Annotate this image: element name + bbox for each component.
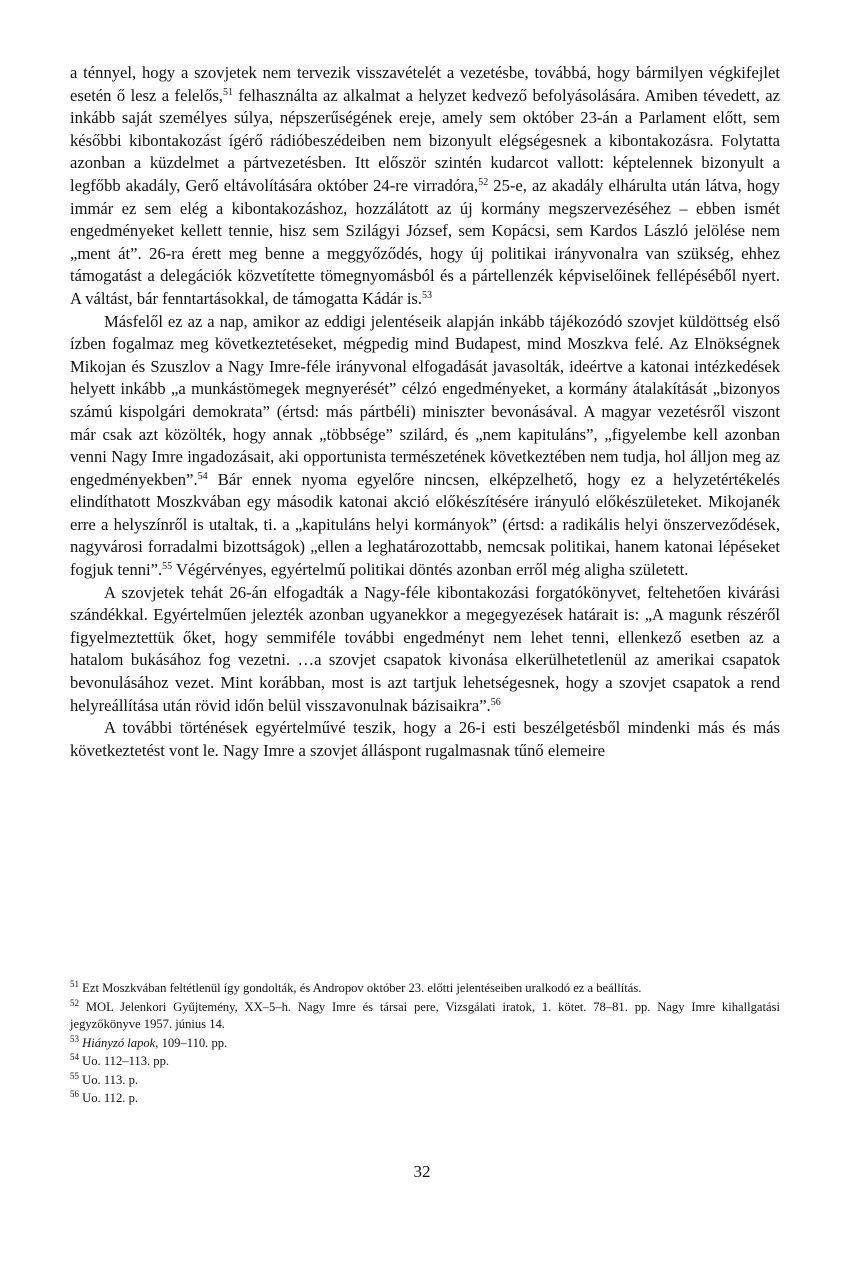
footnote-text: Uo. 112–113. pp. bbox=[82, 1054, 170, 1068]
page-number: 32 bbox=[413, 1162, 431, 1181]
main-text bbox=[70, 62, 780, 762]
footnote-54 bbox=[70, 1053, 780, 1071]
text-run: 25-e, az akadály elhárulta után látva, hogy immár ez sem elég a kibontakozáshoz, hozzálátott az új kormány megszervezéséhez – ebben ismét engedményeket kellett tennie, hisz sem Szilágyi József, sem Kopácsi, sem Kardos László jelölése nem „ment át”. 26-ra érett meg benne a meggyőződés, hogy új politikai irányvonalra van szükség, ehhez támogatást a delegációk közvetítette tömegnyomásból és a pártellenzék képviselőinek fellépéséből nyert. A váltást, bár fenntartásokkal, de támogatta Kádár is. bbox=[70, 175, 781, 308]
paragraph-3 bbox=[70, 582, 780, 718]
footnote-ref-54[interactable]: 54 bbox=[197, 470, 208, 482]
footnote-ref-53[interactable]: 53 bbox=[422, 289, 433, 301]
footnote-number: 51 bbox=[70, 979, 79, 989]
footnote-number: 55 bbox=[70, 1070, 79, 1081]
text-run: felhasználta az alkalmat a helyzet kedvező befolyásolására. Amiben tévedett, az inkább saját személyes súlya, népszerűségének ereje, amely sem október 23-án a Parlament előtt, sem későbbi kibontakozást ígérő rádióbeszédeiben nem bizonyult elégségesnek a kibontakozásra. Folytatta azonban a küzdelmet a pártvezetésben. Itt először szintén kudarcot vallott: képtelennek bizonyult a legfőbb akadály, Gerő eltávolítására október 24-re virradóra, bbox=[70, 85, 780, 195]
footnote-number: 54 bbox=[70, 1052, 79, 1062]
paragraph-1 bbox=[70, 62, 780, 311]
footnote-text: Uo. 113. p. bbox=[82, 1072, 139, 1087]
footnote-number: 53 bbox=[70, 1033, 79, 1044]
footnote-number: 56 bbox=[70, 1089, 79, 1099]
paragraph-2 bbox=[70, 311, 780, 582]
footnote-ref-56[interactable]: 56 bbox=[490, 696, 501, 708]
text-run: A további történések egyértelművé teszik, hogy a 26-i esti beszélgetésből mindenki más és más következtetést vont le. Nagy Imre a szovjet álláspont rugalmasnak tűnő elemeire bbox=[70, 718, 780, 760]
text-run: Másfelől ez az a nap, amikor az eddigi jelentéseik alapján inkább tájékozódó szovjet küldöttség első ízben fogalmaz meg következtetéseket, mégpedig mind Budapest, mind Moszkva felé. Az Elnökségnek Mikojan és Szuszlov a Nagy Imre-féle irányvonal elfogadását javasolták, ideértve a katonai intézkedések helyett inkább „a munkástömegek megnyerését” célzó engedményeket, a kormány átalakítását „bizonyos számú kispolgári demokrata” (értsd: más pártbéli) miniszter bevonásával. A magyar vezetésről viszont már csak azt közölték, hogy annak „többsége” szilárd, és „nem kapituláns”, „figyelembe kell azonban venni Nagy Imre ingadozásait, aki opportunista természetének következtében nem tudja, hol álljon meg az engedményekben”. bbox=[70, 311, 780, 489]
footnote-text: Ezt Moszkvában feltétlenül így gondolták, és Andropov október 23. előtti jelentéseiben uralkodó ez a beállítás. bbox=[82, 981, 642, 995]
text-run: Bár ennek nyoma egyelőre nincsen, elképzelhető, hogy ez a helyzetértékelés elindíthatott Moszkvában egy második katonai akció előkészítésére irányuló előkészületeket. Mikojanék erre a helyszínről is utaltak, ti. a „kapituláns helyi kormányok” (értsd: a radikális helyi önszerveződések, nagyvárosi forradalmi bizottságok) „ellen a leghatározottabb, nemcsak politikai, hanem katonai lépéseket fogjuk tenni”. bbox=[70, 469, 780, 580]
text-run: a ténnyel, hogy a szovjetek nem tervezik visszavételét a vezetésbe, továbbá, hogy bármilyen végkifejlet esetén ő lesz a felelős, bbox=[70, 63, 780, 105]
footnote-53 bbox=[70, 1035, 780, 1053]
footnote-ref-51[interactable]: 51 bbox=[222, 86, 233, 98]
text-run: Végérvényes, egyértelmű politikai döntés azonban erről még aligha született. bbox=[172, 560, 689, 580]
footnote-text: Uo. 112. p. bbox=[82, 1091, 139, 1105]
paragraph-4 bbox=[70, 717, 780, 762]
footnote-56 bbox=[70, 1090, 780, 1108]
footnote-ref-55[interactable]: 55 bbox=[162, 561, 173, 573]
footnote-number: 52 bbox=[70, 997, 79, 1008]
footnote-55 bbox=[70, 1072, 780, 1090]
footnote-text: , 109–110. pp. bbox=[155, 1035, 228, 1050]
footnote-text: MOL Jelenkori Gyűjtemény, XX–5–h. Nagy Imre és társai pere, Vizsgálati iratok, 1. kötet. 78–81. pp. Nagy Imre kihallgatási jegyzőkönyve 1957. június 14. bbox=[70, 999, 780, 1031]
footnote-ref-52[interactable]: 52 bbox=[478, 176, 489, 188]
footnote-italic-title: Hiányzó lapok bbox=[82, 1035, 156, 1050]
footnotes bbox=[70, 980, 780, 1109]
footnote-51 bbox=[70, 980, 780, 998]
text-run: A szovjetek tehát 26-án elfogadták a Nagy-féle kibontakozási forgatókönyvet, feltehetően kivárási szándékkal. Egyértelműen jelezték azonban ugyanekkor a megegyezések határait is: „A magunk részéről figyelmeztettük őket, hogy semmiféle további engedményt nem lehet tenni, ellenkező esetben az a hatalom bukásához fog vezetni. …a szovjet csapatok kivonása elkerülhetetlenül az amerikai csapatok bevonulásához vezet. Mint korábban, most is azt tartjuk lehetségesnek, hogy a szovjet csapatok a rend helyreállítása után rövid időn belül visszavonulnak bázisaikra”. bbox=[70, 582, 780, 715]
footnote-52 bbox=[70, 999, 780, 1034]
